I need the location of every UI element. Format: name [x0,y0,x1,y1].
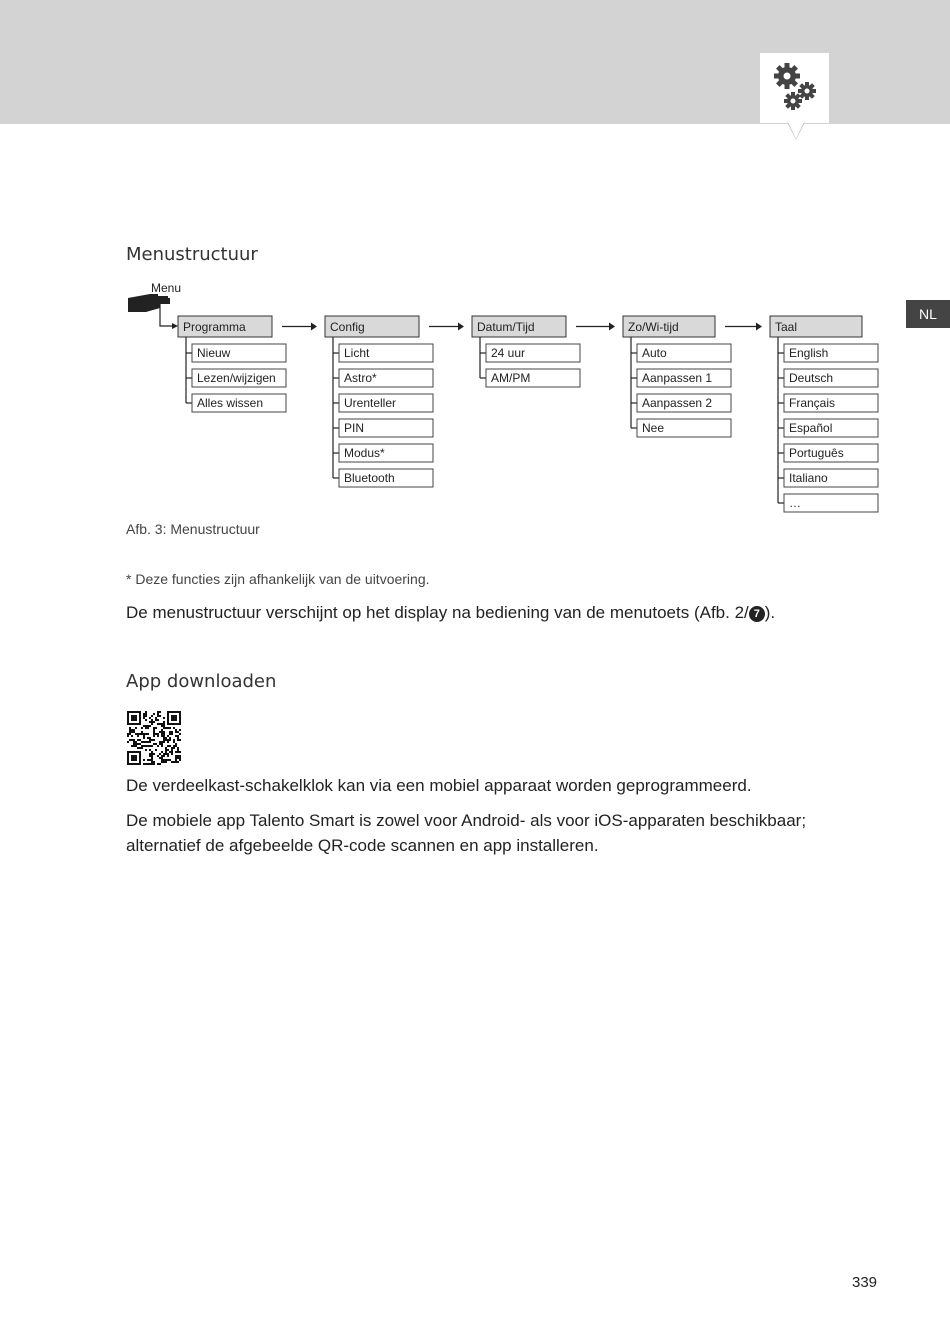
icon-pointer [788,122,804,139]
footnote: * Deze functies zijn afhankelijk van de uitvoering. [126,571,430,587]
menu-item-label: Aanpassen 2 [642,396,713,410]
gears-icon [760,53,829,123]
menu-column-header: Programma [183,320,246,334]
menu-structure-diagram [120,278,890,518]
menu-column-header: Config [330,320,365,334]
menu-item-label: Licht [344,346,370,360]
menu-item-label: Alles wissen [197,396,264,410]
menu-arrow-head [609,323,615,331]
menu-item-label: 24 uur [491,346,526,360]
app-section-title: App downloaden [126,671,277,692]
menu-item-label: Auto [642,346,667,360]
qr-code-icon [127,711,181,765]
menu-column-header: Zo/Wi-tijd [628,320,679,334]
menu-arrow-head [458,323,464,331]
menu-item-label: Aanpassen 1 [642,371,713,385]
description-suffix: ). [764,603,776,622]
menu-item-label: Modus* [344,446,385,460]
menu-item-label: Nieuw [197,346,231,360]
menu-item-label: Nee [642,421,665,435]
menu-item-label: Français [789,396,836,410]
app-paragraph-1: De verdeelkast-schakelklok kan via een mobiel apparaat worden geprogrammeerd. [126,776,752,795]
menu-arrow-head [311,323,317,331]
menu-description [126,600,876,625]
figure-caption: Afb. 3: Menustructuur [126,521,260,537]
page-number: 339 [852,1274,878,1291]
menu-item-label: Urenteller [344,396,397,410]
language-tab: NL [906,300,950,328]
menu-item-label: Español [789,421,833,435]
menu-item-label: Astro* [344,371,377,385]
menu-hand-icon [128,294,170,312]
menu-item-label: Bluetooth [344,471,395,485]
app-paragraph-2: De mobiele app Talento Smart is zowel voor Android- als voor iOS-apparaten beschikbaar; alternatief de afgebeelde QR-code scannen en app installeren. [126,811,807,855]
menu-item-label: Deutsch [789,371,834,385]
menu-arrow-head [756,323,762,331]
menu-section-title: Menustructuur [126,244,258,265]
menu-item-label: AM/PM [491,371,531,385]
description-prefix: De menustructuur verschijnt op het display na bediening van de menutoets (Afb. 2/ [126,603,749,622]
menu-label: Menu [151,281,182,295]
menu-item-label: PIN [344,421,365,435]
menu-item-label: English [789,346,829,360]
key-number-badge: 7 [749,606,765,622]
menu-column-header: Taal [775,320,798,334]
menu-item-label: … [789,496,801,510]
menu-item-label: Lezen/wijzigen [197,371,276,385]
menu-item-label: Português [789,446,844,460]
settings-icon-box [760,53,829,123]
menu-column-header: Datum/Tijd [477,320,535,334]
menu-item-label: Italiano [789,471,828,485]
